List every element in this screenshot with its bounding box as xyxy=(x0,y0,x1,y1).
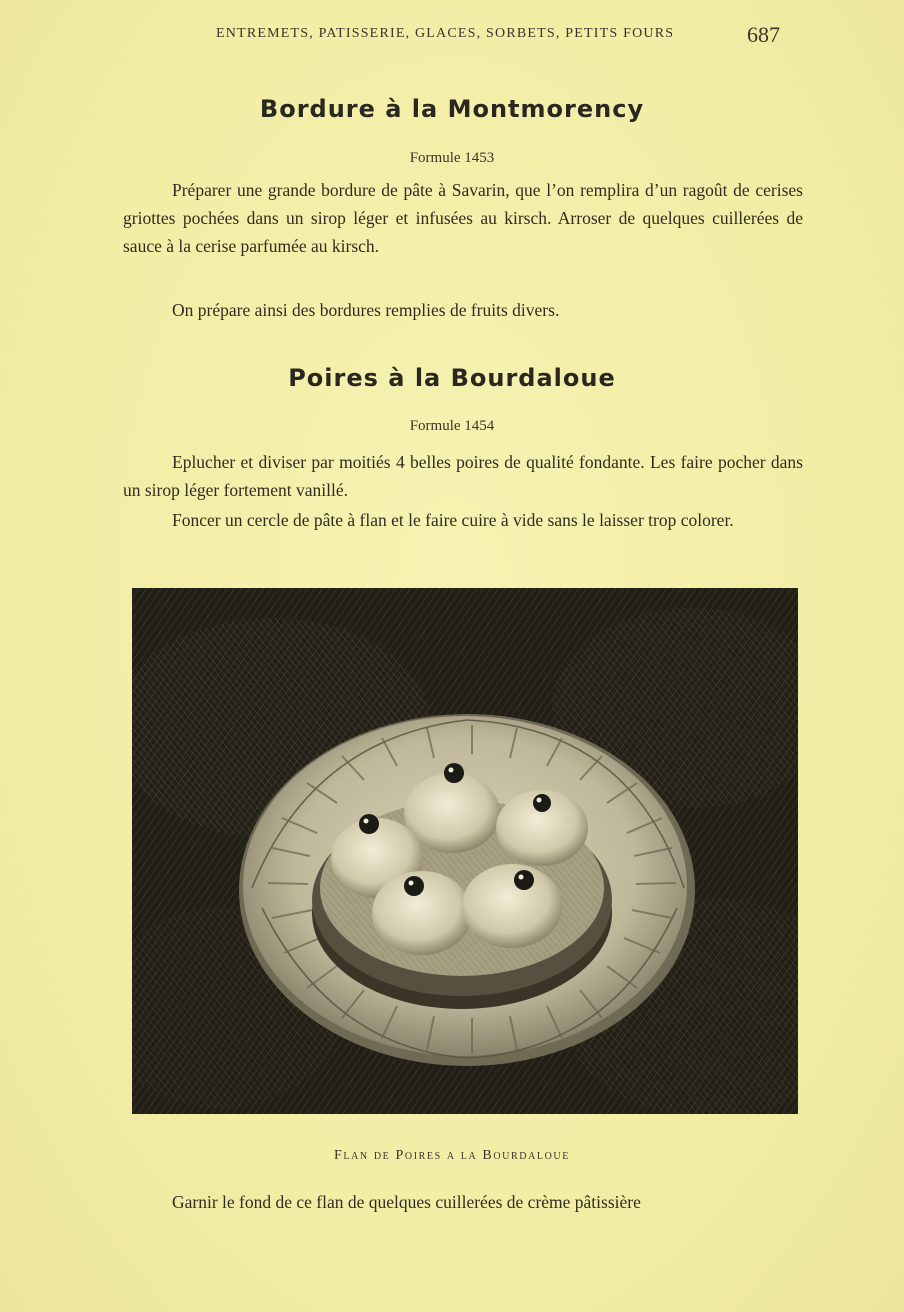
recipe-title-montmorency: Bordure à la Montmorency xyxy=(259,95,645,123)
recipe-title-bourdaloue: Poires à la Bourdaloue xyxy=(288,364,616,392)
footer-paragraph: Garnir le fond de ce flan de quelques cuillerées de crème pâtissière xyxy=(172,1192,641,1212)
montmorency-paragraph-2: On prépare ainsi des bordures remplies de fruits divers. xyxy=(172,300,560,320)
formule-1454: Formule 1454 xyxy=(409,418,495,434)
page-number: 687 xyxy=(747,22,780,47)
bourdaloue-paragraph-1: Eplucher et diviser par moitiés 4 belles poires de qualité fondante. Les faire pocher dans un sirop léger fortement vanillé. xyxy=(123,452,803,500)
running-title: ENTREMETS, PATISSERIE, GLACES, SORBETS, PETITS FOURS xyxy=(216,26,675,41)
flan-engraving xyxy=(132,588,798,1114)
engraving-illustration xyxy=(132,588,798,1114)
montmorency-paragraph-1: Préparer une grande bordure de pâte à Savarin, que l’on remplira d’un ragoût de cerises griottes pochées dans un sirop léger et infusées au kirsch. Arroser de quelques cuillerées de sauce à la cerise parfumée au kirsch. xyxy=(123,180,803,256)
formule-1453: Formule 1453 xyxy=(409,150,495,166)
bourdaloue-paragraph-2: Foncer un cercle de pâte à flan et le faire cuire à vide sans le laisser trop colorer. xyxy=(172,510,734,530)
running-header xyxy=(120,22,800,46)
figure-caption: Flan de Poires a la Bourdaloue xyxy=(334,1148,570,1163)
